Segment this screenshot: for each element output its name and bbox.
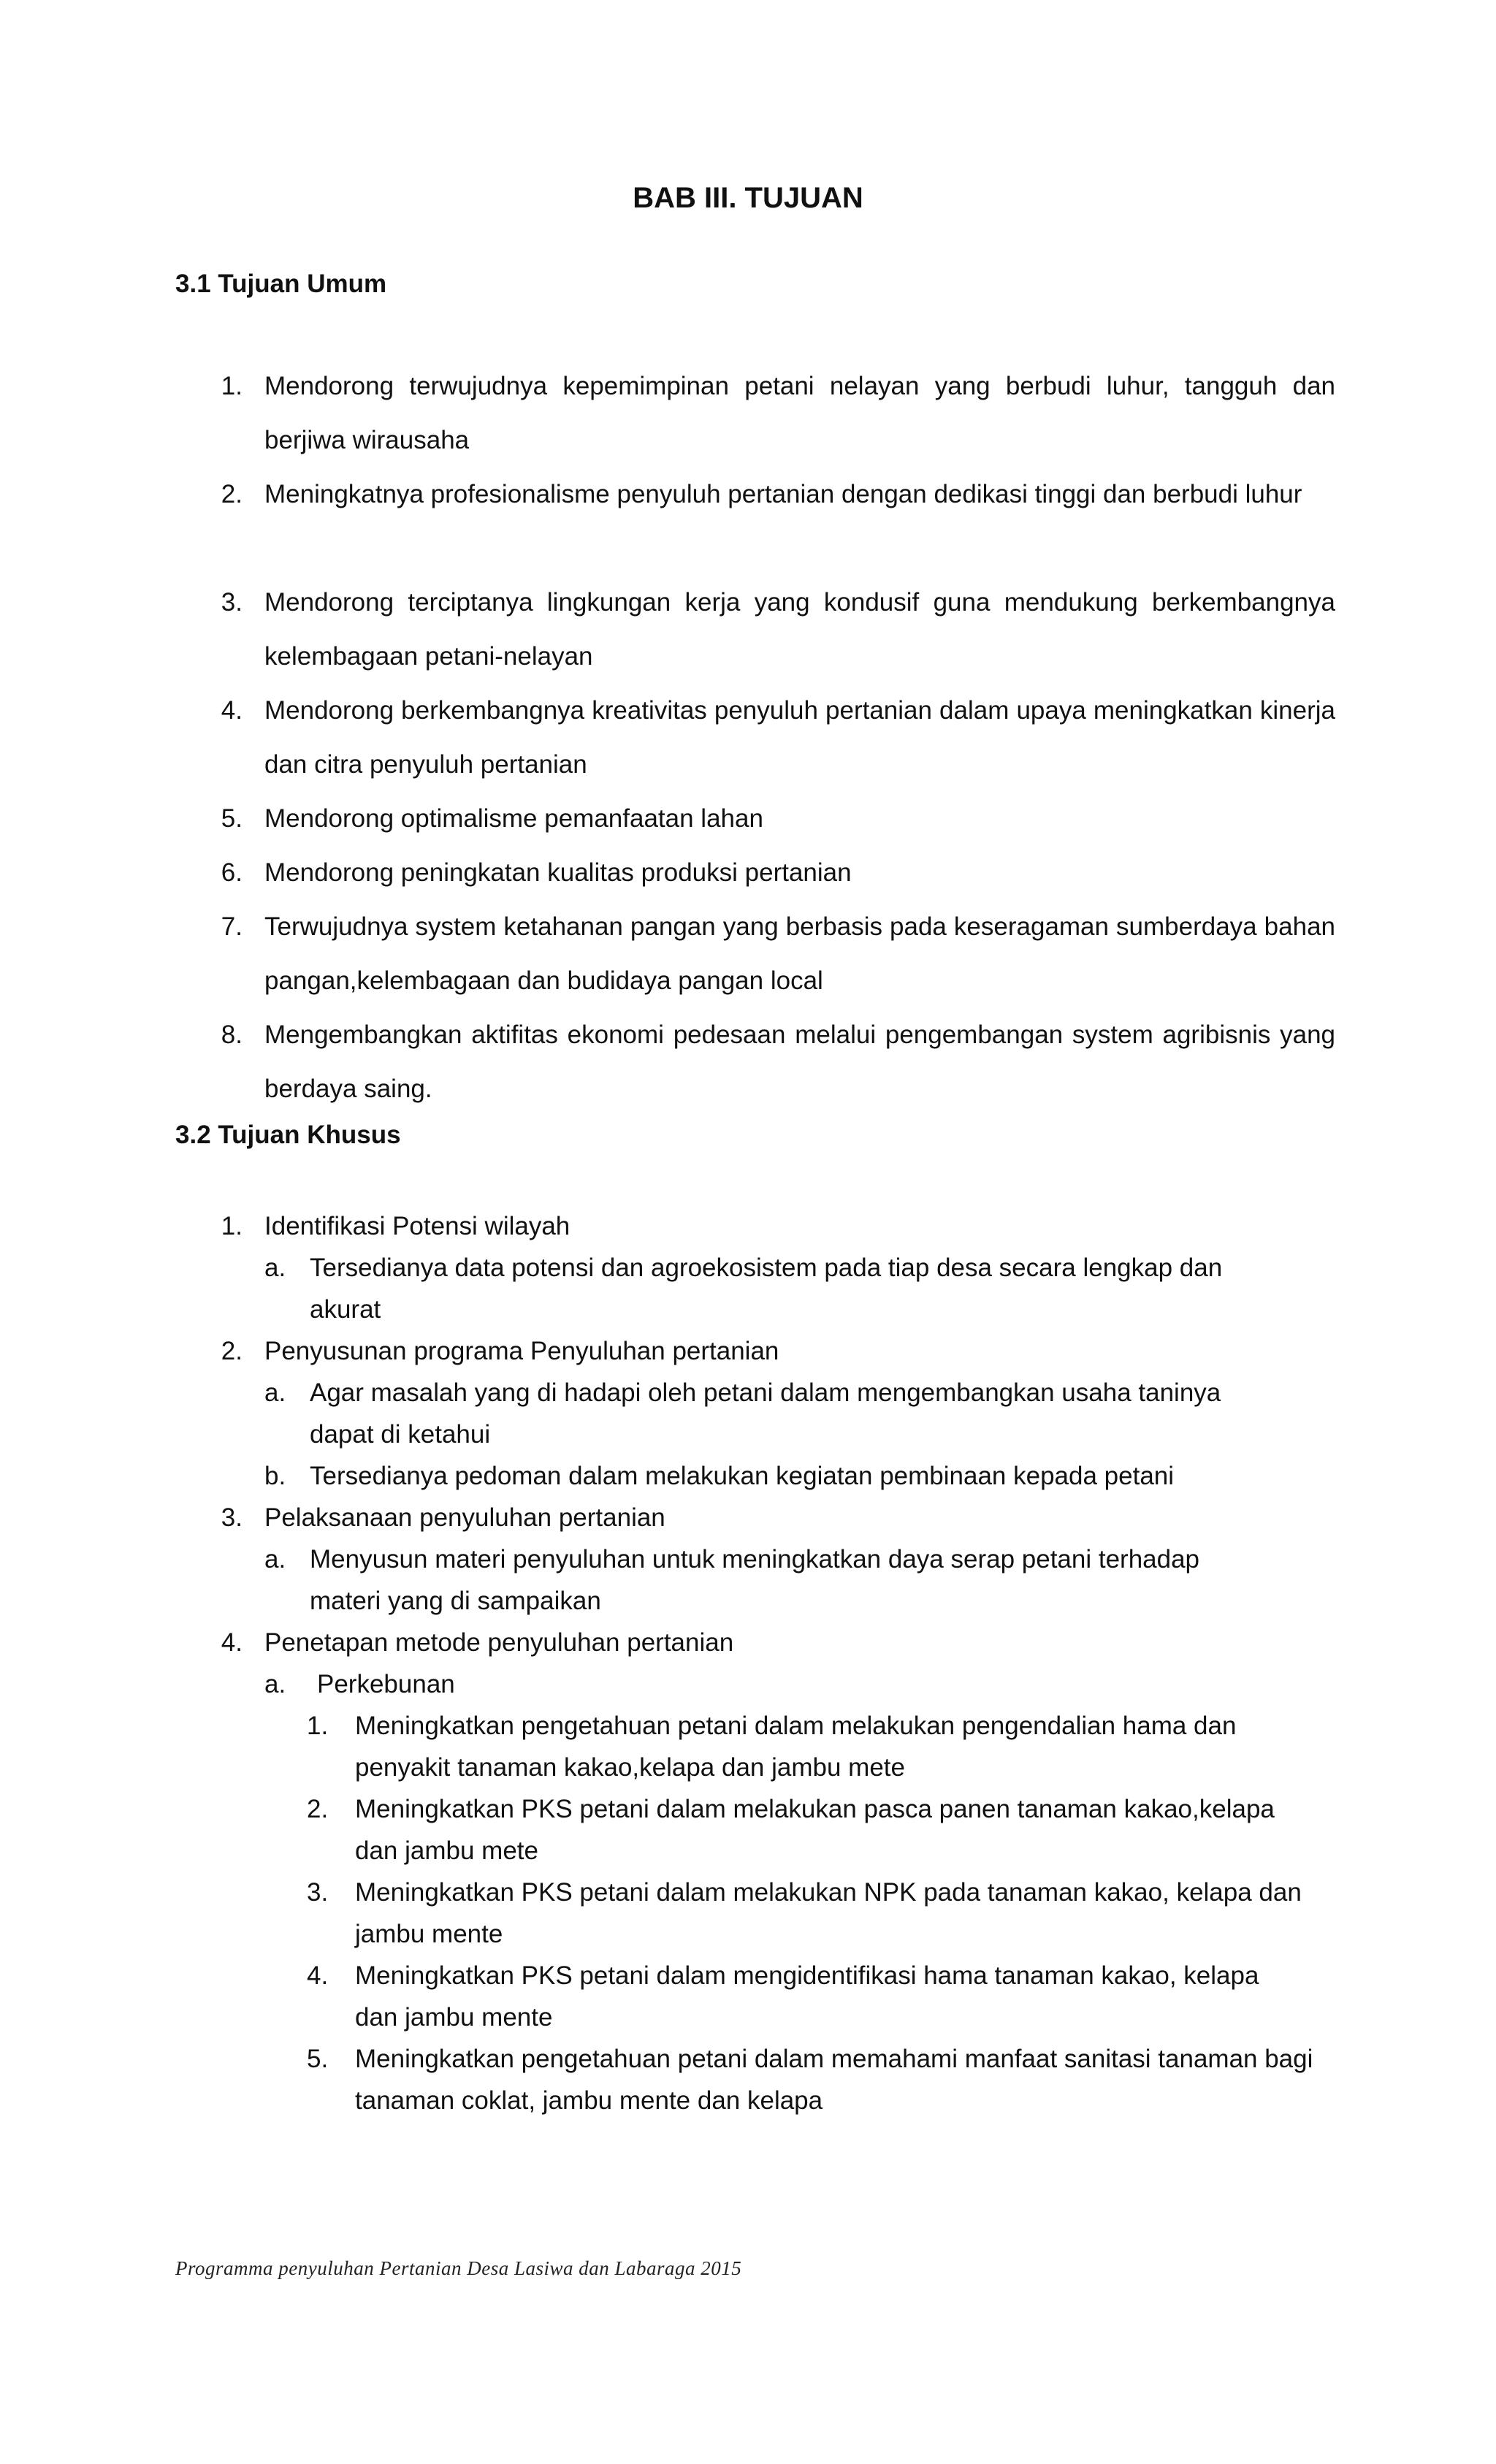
sub-sub-list-number: 1. bbox=[307, 1712, 329, 1740]
list-number: 8. bbox=[221, 1021, 243, 1049]
sub-sub-list-number: 5. bbox=[307, 2045, 329, 2073]
sub-list-letter: a. bbox=[264, 1670, 286, 1698]
sub-sub-list-item bbox=[212, 1788, 1318, 1872]
sub-list-letter: a. bbox=[264, 1378, 286, 1407]
sub-list-text: Perkebunan bbox=[317, 1670, 455, 1698]
list-number: 4. bbox=[221, 1628, 243, 1657]
list-text: Mendorong optimalisme pemanfaatan lahan bbox=[264, 804, 763, 833]
list-item bbox=[212, 359, 1335, 468]
sub-list-text: Tersedianya pedoman dalam melakukan kegiatan pembinaan kepada petani bbox=[310, 1462, 1175, 1490]
sub-list-item bbox=[212, 1372, 1274, 1455]
list-item bbox=[212, 846, 1335, 900]
list-text: Penetapan metode penyuluhan pertanian bbox=[264, 1628, 734, 1657]
sub-list-letter: b. bbox=[264, 1462, 286, 1490]
list-text: Meningkatnya profesionalisme penyuluh pertanian dengan dedikasi tinggi dan berbudi luhur bbox=[264, 480, 1302, 508]
list-item bbox=[212, 1205, 1335, 1247]
page-footer: Programma penyuluhan Pertanian Desa Lasiwa dan Labaraga 2015 bbox=[175, 2257, 742, 2279]
sub-sub-list-number: 3. bbox=[307, 1878, 329, 1907]
sub-list-item bbox=[212, 1538, 1259, 1622]
sub-sub-list-item bbox=[212, 2038, 1334, 2121]
list-number: 3. bbox=[221, 588, 243, 617]
section-heading-specific: 3.2 Tujuan Khusus bbox=[175, 1121, 401, 1149]
sub-sub-list-text: Meningkatkan pengetahuan petani dalam melakukan pengendalian hama dan penyakit tanaman kakao,kelapa dan jambu mete bbox=[355, 1712, 1237, 1782]
list-text: Mendorong terwujudnya kepemimpinan petani nelayan yang berbudi luhur, tangguh dan berjiwa wirausaha bbox=[264, 372, 1335, 454]
sub-list-item bbox=[212, 1247, 1259, 1330]
list-item bbox=[212, 900, 1335, 1008]
list-number: 1. bbox=[221, 1212, 243, 1240]
sub-sub-list-number: 4. bbox=[307, 1961, 329, 1990]
list-item bbox=[212, 576, 1335, 684]
sub-sub-list-item bbox=[212, 1872, 1305, 1955]
sub-sub-list-text: Meningkatkan PKS petani dalam mengidentifikasi hama tanaman kakao, kelapa dan jambu mente bbox=[355, 1961, 1259, 2032]
list-text: Terwujudnya system ketahanan pangan yang berbasis pada keseragaman sumberdaya bahan pangan,kelembagaan dan budidaya pangan local bbox=[264, 912, 1335, 995]
sub-list-text: Tersedianya data potensi dan agroekosistem pada tiap desa secara lengkap dan akurat bbox=[310, 1254, 1223, 1324]
sub-list-letter: a. bbox=[264, 1254, 286, 1282]
list-item bbox=[212, 468, 1335, 576]
list-item bbox=[212, 1497, 1335, 1538]
sub-sub-list-text: Meningkatkan PKS petani dalam melakukan NPK pada tanaman kakao, kelapa dan jambu mente bbox=[355, 1878, 1302, 1948]
sub-sub-list-number: 2. bbox=[307, 1795, 329, 1823]
list-number: 1. bbox=[221, 372, 243, 400]
sub-list-letter: a. bbox=[264, 1545, 286, 1574]
sub-sub-list-item bbox=[212, 1955, 1305, 2038]
list-item bbox=[212, 792, 1335, 846]
sub-sub-list-item bbox=[212, 1705, 1318, 1788]
sub-list-item bbox=[212, 1663, 1335, 1705]
list-text: Identifikasi Potensi wilayah bbox=[264, 1212, 570, 1240]
sub-sub-list-text: Meningkatkan PKS petani dalam melakukan pasca panen tanaman kakao,kelapa dan jambu mete bbox=[355, 1795, 1275, 1865]
list-text: Pelaksanaan penyuluhan pertanian bbox=[264, 1503, 665, 1532]
list-number: 2. bbox=[221, 1337, 243, 1365]
sub-list-text: Menyusun materi penyuluhan untuk meningkatkan daya serap petani terhadap materi yang di sampaikan bbox=[310, 1545, 1200, 1615]
specific-objectives-list bbox=[212, 1205, 1335, 2121]
list-number: 3. bbox=[221, 1503, 243, 1532]
general-objectives-list bbox=[212, 359, 1335, 1116]
chapter-title: BAB III. TUJUAN bbox=[633, 182, 863, 214]
list-item bbox=[212, 1330, 1335, 1372]
section-heading-general: 3.1 Tujuan Umum bbox=[175, 270, 387, 298]
list-number: 2. bbox=[221, 480, 243, 508]
sub-list-text: Agar masalah yang di hadapi oleh petani dalam mengembangkan usaha taninya dapat di ketahui bbox=[310, 1378, 1221, 1449]
list-number: 5. bbox=[221, 804, 243, 833]
sub-sub-list-text: Meningkatkan pengetahuan petani dalam memahami manfaat sanitasi tanaman bagi tanaman coklat, jambu mente dan kelapa bbox=[355, 2045, 1313, 2115]
list-number: 6. bbox=[221, 858, 243, 887]
list-text: Penyusunan programa Penyuluhan pertanian bbox=[264, 1337, 779, 1365]
list-text: Mendorong peningkatan kualitas produksi pertanian bbox=[264, 858, 852, 887]
sub-list-item bbox=[212, 1455, 1274, 1497]
list-item bbox=[212, 1622, 1335, 1663]
list-item bbox=[212, 1008, 1335, 1116]
list-number: 4. bbox=[221, 696, 243, 725]
list-text: Mendorong terciptanya lingkungan kerja yang kondusif guna mendukung berkembangnya kelembagaan petani-nelayan bbox=[264, 588, 1335, 671]
list-text: Mengembangkan aktifitas ekonomi pedesaan melalui pengembangan system agribisnis yang berdaya saing. bbox=[264, 1021, 1335, 1103]
list-item bbox=[212, 684, 1335, 792]
list-text: Mendorong berkembangnya kreativitas penyuluh pertanian dalam upaya meningkatkan kinerja dan citra penyuluh pertanian bbox=[264, 696, 1335, 779]
list-number: 7. bbox=[221, 912, 243, 941]
